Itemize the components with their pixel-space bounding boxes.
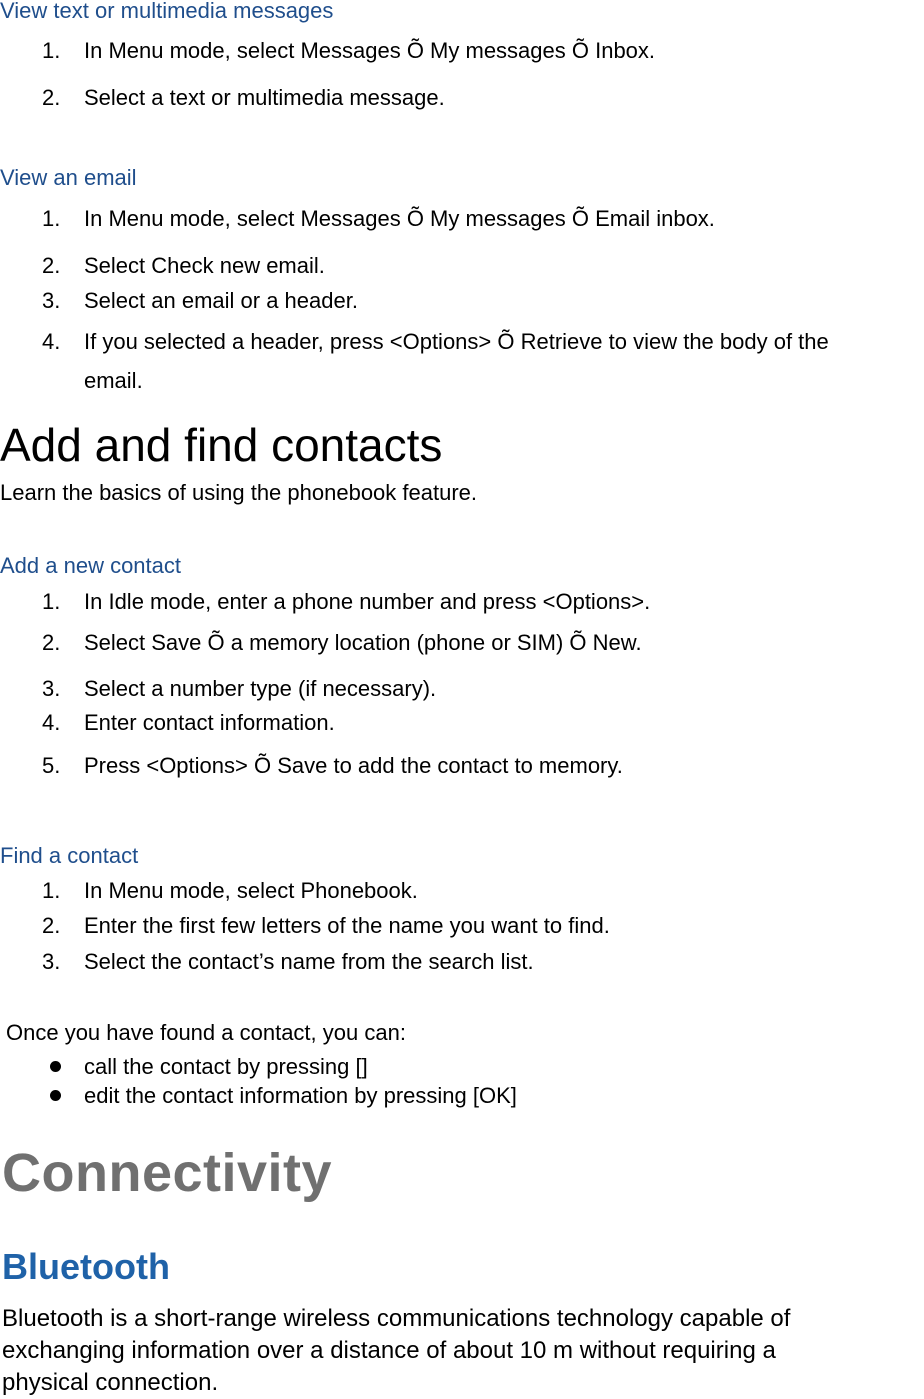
chapter-title-connectivity: Connectivity — [2, 1143, 333, 1203]
bluetooth-description: Bluetooth is a short-range wireless communications technology capable of exchanging information over a distance of about 10 m without requiring a physical connection. — [2, 1305, 791, 1396]
bullet-item: call the contact by pressing [] — [84, 1054, 368, 1079]
step-text: In Menu mode, select Phonebook. — [84, 878, 418, 903]
bullet-item: edit the contact information by pressing [OK] — [84, 1083, 517, 1108]
step-number: 1. — [42, 206, 61, 231]
step-number: 2. — [42, 913, 61, 938]
bullet-icon — [50, 1090, 61, 1101]
step-number: 2. — [42, 85, 61, 110]
step-text: Select Check new email. — [84, 253, 325, 278]
heading-view-messages: View text or multimedia messages — [0, 0, 334, 23]
step-number: 2. — [42, 630, 61, 655]
step-text-continued: email. — [84, 368, 143, 393]
step-number: 1. — [42, 878, 61, 903]
step-text: Select the contact’s name from the search list. — [84, 949, 534, 974]
step-text: Press <Options> Õ Save to add the contact to memory. — [84, 753, 623, 778]
step-number: 1. — [42, 38, 61, 63]
step-text: Enter the first few letters of the name you want to find. — [84, 913, 610, 938]
step-text: In Menu mode, select Messages Õ My messages Õ Email inbox. — [84, 206, 715, 231]
section-title-contacts: Add and find contacts — [0, 419, 443, 471]
heading-view-email: View an email — [0, 165, 137, 190]
heading-find-contact: Find a contact — [0, 843, 139, 868]
section-intro: Learn the basics of using the phonebook feature. — [0, 480, 478, 505]
step-number: 3. — [42, 288, 61, 313]
step-number: 2. — [42, 253, 61, 278]
step-text: Select Save Õ a memory location (phone or SIM) Õ New. — [84, 630, 642, 655]
step-text: Select a number type (if necessary). — [84, 676, 437, 701]
bullet-icon — [50, 1061, 61, 1072]
step-text: Enter contact information. — [84, 710, 335, 735]
step-text: In Menu mode, select Messages Õ My messages Õ Inbox. — [84, 38, 656, 63]
step-text: Select an email or a header. — [84, 288, 358, 313]
once-found-text: Once you have found a contact, you can: — [6, 1020, 406, 1045]
step-text: Select a text or multimedia message. — [84, 85, 445, 110]
step-number: 3. — [42, 676, 61, 701]
step-number: 5. — [42, 753, 61, 778]
step-number: 4. — [42, 329, 61, 354]
step-text: In Idle mode, enter a phone number and press <Options>. — [84, 589, 651, 614]
step-number: 4. — [42, 710, 61, 735]
step-text: If you selected a header, press <Options> Õ Retrieve to view the body of the — [84, 329, 829, 354]
heading-bluetooth: Bluetooth — [2, 1246, 170, 1287]
heading-add-contact: Add a new contact — [0, 553, 182, 578]
step-number: 1. — [42, 589, 61, 614]
step-number: 3. — [42, 949, 61, 974]
